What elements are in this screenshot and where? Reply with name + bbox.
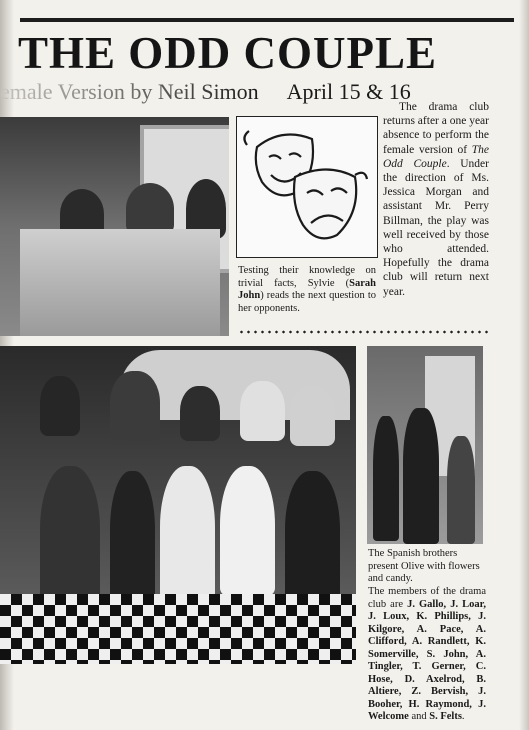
page-subtitle — [0, 80, 411, 104]
subtitle-version: emale Version by Neil Simon — [0, 79, 259, 104]
photo-person — [285, 471, 340, 601]
photo-person — [403, 408, 439, 544]
caption-spanish-brothers: The Spanish brothers present Olive with flowers and candy. — [368, 548, 480, 584]
members-last: S. Felts — [429, 711, 462, 722]
comedy-tragedy-masks-icon — [236, 116, 378, 258]
photo-person — [447, 436, 475, 544]
photo-person — [126, 183, 174, 235]
members-intro: The members of the drama club are — [368, 586, 486, 610]
performance-date: April 15 & 16 — [286, 79, 411, 104]
photo-person — [40, 466, 100, 606]
photo-person — [160, 466, 215, 601]
photo-person — [110, 371, 160, 441]
photo-person — [110, 471, 155, 601]
photo-checkered-floor — [0, 594, 356, 664]
article-body-text: The drama club returns after a one year absence to perform the female version of — [383, 101, 489, 156]
article-play-title: The Odd Couple — [383, 143, 489, 170]
photo-person — [180, 386, 220, 441]
article-body-end: . Under the direction of Ms. Jessica Morgan and assistant Mr. Perry Billman, the play was well received by those who attended. Hopefully the drama club will return next year. — [383, 157, 489, 298]
photo-table — [20, 229, 220, 336]
photo-person — [40, 376, 80, 436]
photo-trivia-game — [0, 117, 229, 336]
article-body — [383, 100, 489, 299]
header-rule — [20, 18, 514, 22]
photo-person — [290, 386, 335, 446]
caption-trivia — [238, 265, 376, 315]
caption-trivia-end: ) reads the next question to her opponents. — [238, 290, 376, 314]
photo-person — [220, 466, 275, 596]
members-names: J. Gallo, J. Loar, J. Loux, K. Phillips, J. Kilgore, A. Pace, A. Clifford, A. Randlett, K. Somerville, S. John, A. Tingler, T. Gerner, C. Hose, D. Axelrod, B. Altiere, Z. Bervish, J. Booher, H. Raymond, J. Welcome — [368, 598, 486, 722]
page-edge-shadow — [519, 0, 529, 730]
caption-trivia-text: Testing their knowledge on trivial facts, Sylvie ( — [238, 265, 376, 289]
caption-members — [368, 586, 486, 724]
dotted-divider — [238, 330, 488, 334]
photo-person — [373, 416, 399, 541]
members-end: . — [461, 711, 465, 722]
photo-spanish-brothers — [367, 346, 483, 544]
page-title: THE ODD COUPLE — [18, 28, 438, 78]
photo-drama-club-group — [0, 346, 356, 664]
members-and: and — [408, 711, 430, 722]
caption-trivia-name: Sarah John — [238, 277, 376, 301]
photo-person — [240, 381, 285, 441]
masks-drawing — [237, 117, 377, 257]
